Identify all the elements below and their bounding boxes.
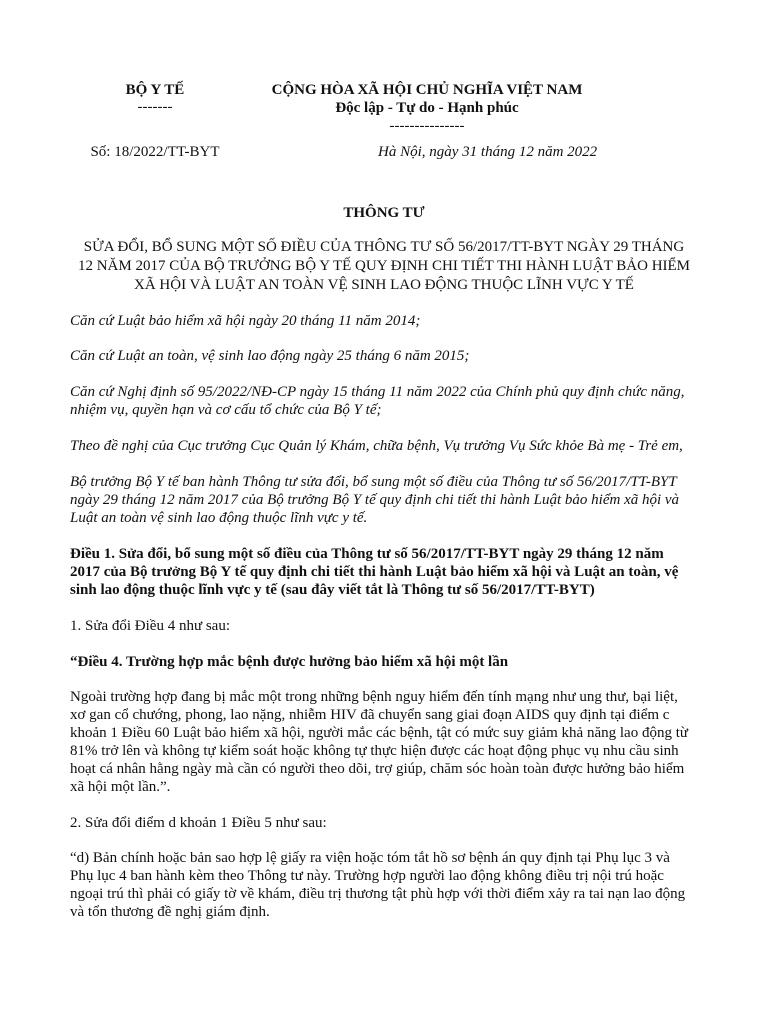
body-line: ngoại trú thì phải có giấy tờ về khám, điều trị thương tật phù hợp với thời điểm xảy ra tai nạn lao động [70,886,686,902]
quoted-article-4-heading [70,653,508,671]
place-date [378,143,597,161]
preamble-basis-decree [70,383,685,419]
title-line: SỬA ĐỔI, BỔ SUNG MỘT SỐ ĐIỀU CỦA THÔNG TƯ SỐ 56/2017/TT-BYT NGÀY 29 THÁNG [83,239,685,255]
agency-name [70,81,240,99]
preamble-issuance [70,473,679,527]
title-line: 12 NĂM 2017 CỦA BỘ TRƯỞNG BỘ Y TẾ QUY ĐỊNH CHI TIẾT THI HÀNH LUẬT BẢO HIỂM [77,258,691,274]
quoted-heading-text: “Điều 4. Trường hợp mắc bệnh được hưởng bảo hiểm xã hội một lần [70,654,509,670]
motto-rule-text: --------------- [389,118,465,134]
document-type [0,204,768,222]
body-line: 81% trở lên và không tự kiểm soát hoặc không tự thực hiện được các hoạt động phục vụ nhu cầu sinh [70,743,679,759]
document-type-text: THÔNG TƯ [343,205,425,221]
item-1-label [70,617,230,635]
article-heading-line: Điều 1. Sửa đổi, bổ sung một số điều của Thông tư số 56/2017/TT-BYT ngày 29 tháng 12 năm [70,546,664,562]
document-number [70,143,240,161]
body-line: xã hội một lần.”. [70,779,171,795]
preamble-line: Luật an toàn vệ sinh lao động thuộc lĩnh vực y tế. [70,510,368,526]
motto-rule [227,117,627,135]
preamble-line: Căn cứ Luật an toàn, vệ sinh lao động ngày 25 tháng 6 năm 2015; [70,348,470,364]
preamble-line: Căn cứ Luật bảo hiểm xã hội ngày 20 tháng 11 năm 2014; [70,313,421,329]
document-title [0,238,768,295]
body-line: xơ gan cổ chướng, phong, lao nặng, nhiễm HIV đã chuyển sang giai đoạn AIDS quy định tại điểm c [70,707,670,723]
body-line: khoản 1 Điều 60 Luật bảo hiểm xã hội, người mắc các bệnh, tật có mức suy giảm khả năng lao động từ [70,725,688,741]
document-number-text: Số: 18/2022/TT-BYT [90,144,220,160]
body-line: hoạt cá nhân hằng ngày mà cần có người theo dõi, trợ giúp, chăm sóc hoàn toàn được hưởng bảo hiểm [70,761,685,777]
preamble-line: Bộ trưởng Bộ Y tế ban hành Thông tư sửa đổi, bổ sung một số điều của Thông tư số 56/2017/TT-BYT [70,474,677,490]
nation-name [227,81,627,99]
title-line: XÃ HỘI VÀ LUẬT AN TOÀN VỆ SINH LAO ĐỘNG THUỘC LĨNH VỰC Y TẾ [134,277,634,293]
preamble-line: ngày 29 tháng 12 năm 2017 của Bộ trưởng Bộ Y tế quy định chi tiết thi hành Luật bảo hiểm xã hội và [70,492,680,508]
body-line: Ngoài trường hợp đang bị mắc một trong những bệnh nguy hiểm đến tính mạng như ung thư, bại liệt, [70,689,678,705]
national-motto [227,99,627,117]
nation-name-text: CỘNG HÒA XÃ HỘI CHỦ NGHĨA VIỆT NAM [271,82,583,98]
article-heading-line: sinh lao động thuộc lĩnh vực y tế (sau đây viết tắt là Thông tư số 56/2017/TT-BYT) [70,582,595,598]
body-line: và tổn thương đề nghị giám định. [70,904,270,920]
preamble-line: nhiệm vụ, quyền hạn và cơ cấu tổ chức của Bộ Y tế; [70,402,382,418]
agency-rule [70,98,240,116]
place-date-text: Hà Nội, ngày 31 tháng 12 năm 2022 [378,144,598,160]
article-1-heading [70,545,678,599]
article-4-body [70,688,688,796]
national-motto-text: Độc lập - Tự do - Hạnh phúc [335,100,519,116]
preamble-line: Theo đề nghị của Cục trưởng Cục Quản lý Khám, chữa bệnh, Vụ trưởng Vụ Sức khỏe Bà mẹ - Trẻ em, [70,438,683,454]
point-d-body [70,849,685,921]
preamble-proposal [70,437,683,455]
agency-label: BỘ Y TẾ [125,82,185,98]
item-label-text: 2. Sửa đổi điểm d khoản 1 Điều 5 như sau: [70,815,327,831]
preamble-line: Căn cứ Nghị định số 95/2022/NĐ-CP ngày 15 tháng 11 năm 2022 của Chính phủ quy định chức năng, [70,384,685,400]
article-heading-line: 2017 của Bộ trưởng Bộ Y tế quy định chi tiết thi hành Luật bảo hiểm xã hội và Luật an toàn, vệ [70,564,679,580]
agency-rule-text: ------- [137,99,173,115]
body-line: Phụ lục 4 ban hành kèm theo Thông tư này. Trường hợp người lao động không điều trị nội trú hoặc [70,868,664,884]
body-line: “d) Bản chính hoặc bản sao hợp lệ giấy ra viện hoặc tóm tắt hồ sơ bệnh án quy định tại Phụ lục 3 và [70,850,670,866]
preamble-basis-occupational-safety-law [70,347,469,365]
item-label-text: 1. Sửa đổi Điều 4 như sau: [70,618,230,634]
preamble-basis-social-insurance-law [70,312,420,330]
item-2-label [70,814,327,832]
